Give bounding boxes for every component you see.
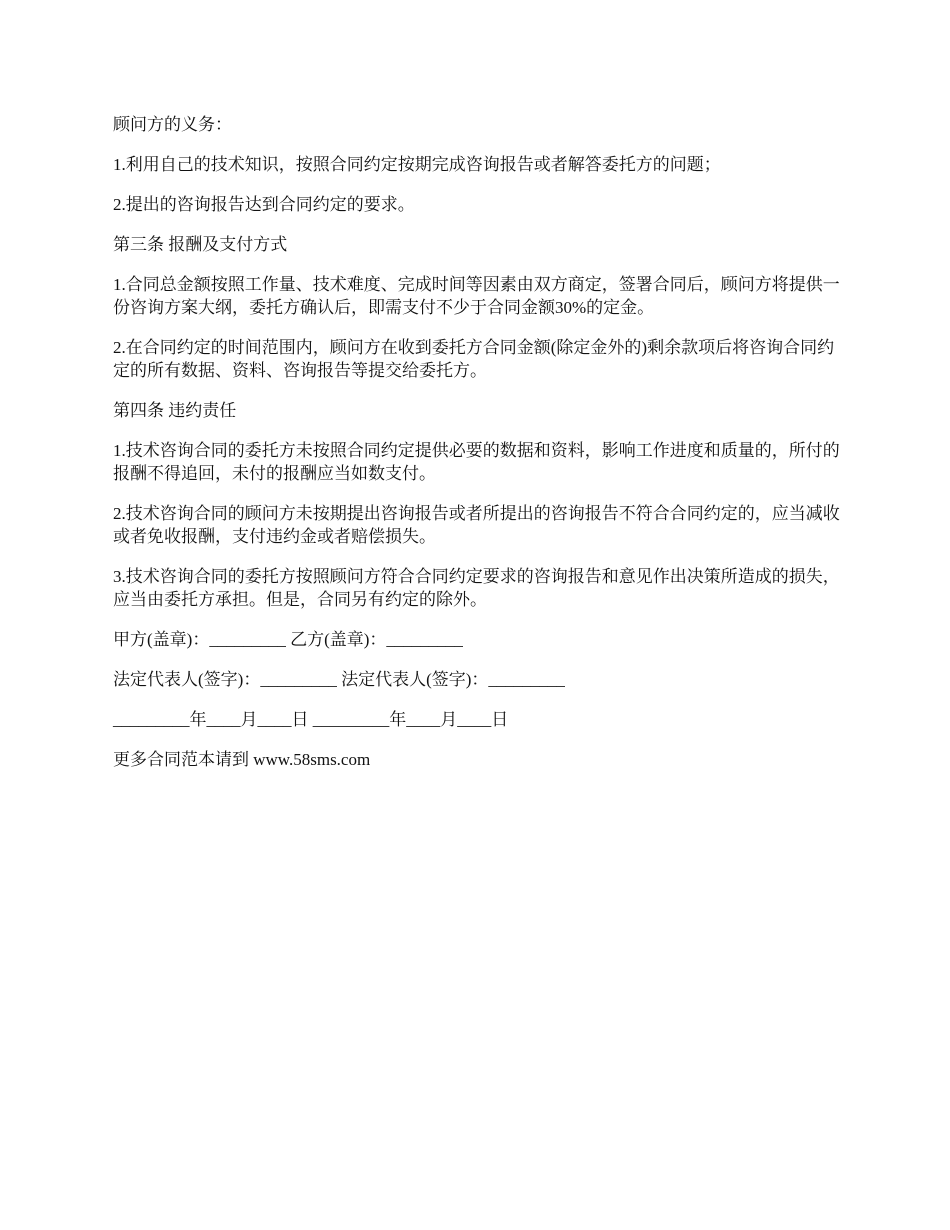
article-4-clause-2: 2.技术咨询合同的顾问方未按期提出咨询报告或者所提出的咨询报告不符合合同约定的，应当减收或者免收报酬，支付违约金或者赔偿损失。 [113,504,840,546]
seal-line: 甲方(盖章)：_________ 乙方(盖章)：_________ [113,630,463,649]
article-4-clause-1: 1.技术咨询合同的委托方未按照合同约定提供必要的数据和资料，影响工作进度和质量的，所付的报酬不得追回，未付的报酬应当如数支付。 [113,441,840,483]
footer-link-text: 更多合同范本请到 www.58sms.com [113,750,371,769]
obligations-heading: 顾问方的义务： [113,115,232,134]
obligation-item-1: 1.利用自己的技术知识，按照合同约定按期完成咨询报告或者解答委托方的问题； [113,155,721,174]
article-3-clause-2: 2.在合同约定的时间范围内，顾问方在收到委托方合同金额(除定金外的)剩余款项后将咨询合同约定的所有数据、资料、咨询报告等提交给委托方。 [113,338,835,380]
obligation-item-2: 2.提出的咨询报告达到合同约定的要求。 [113,195,415,214]
signature-line: 法定代表人(签字)：_________ 法定代表人(签字)：_________ [113,670,565,689]
article-4-heading: 第四条 违约责任 [113,401,237,420]
article-4-clause-3: 3.技术咨询合同的委托方按照顾问方符合合同约定要求的咨询报告和意见作出决策所造成的损失，应当由委托方承担。但是，合同另有约定的除外。 [113,567,840,609]
document-page [113,113,848,788]
article-3-heading: 第三条 报酬及支付方式 [113,235,288,254]
date-line: _________年____月____日 _________年____月____日 [113,710,509,729]
article-3-clause-1: 1.合同总金额按照工作量、技术难度、完成时间等因素由双方商定，签署合同后，顾问方将提供一份咨询方案大纲，委托方确认后，即需支付不少于合同金额30%的定金。 [113,275,840,317]
